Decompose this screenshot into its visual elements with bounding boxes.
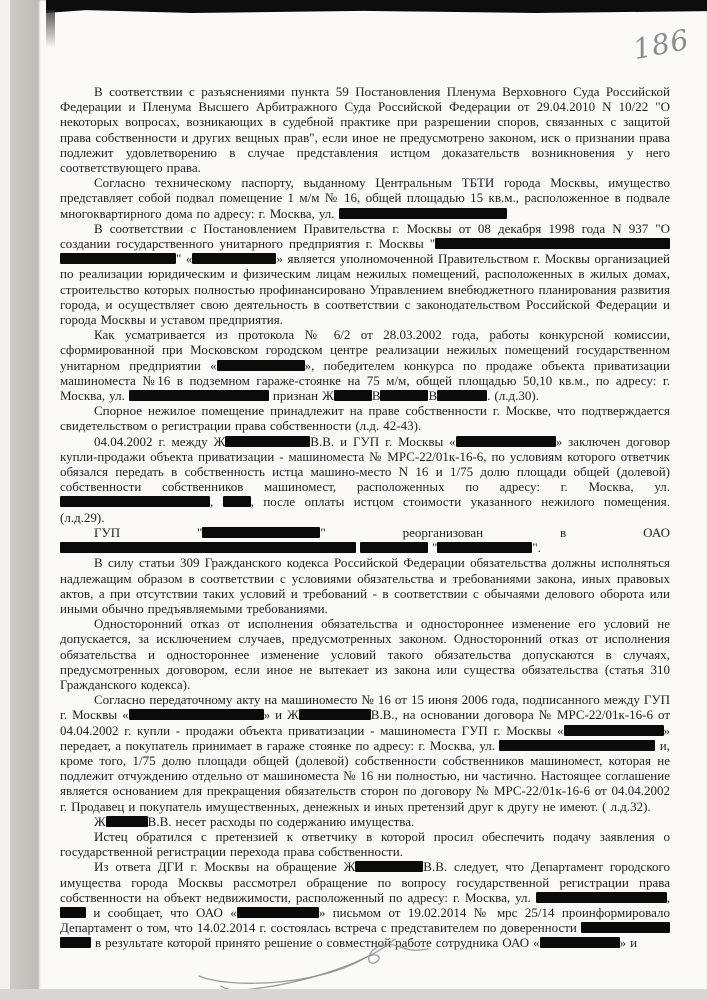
redaction-bar bbox=[540, 937, 620, 948]
paragraph: Спорное нежилое помещение принадлежит на праве собственности г. Москве, что подтверждается свидетельством о регистрации права собственности (л.д. 42-43). bbox=[60, 403, 670, 434]
redaction-bar bbox=[437, 390, 487, 401]
redaction-bar bbox=[106, 816, 148, 827]
redaction-bar bbox=[334, 390, 372, 401]
redaction-bar bbox=[202, 527, 320, 538]
scan-edge-bar bbox=[46, 0, 707, 13]
paragraph: Согласно техническому паспорту, выданному Центральным ТБТИ города Москвы, имущество представляет собой подвал помещение 1 м/м № 16, общей площадью 15 кв.м., расположенное в подвале многоквартирного дома по адресу: г. Москва, ул. bbox=[60, 175, 670, 221]
redaction-bar bbox=[380, 390, 428, 401]
redaction-bar bbox=[339, 208, 507, 219]
redaction-bar bbox=[435, 238, 670, 249]
paragraph: В силу статьи 309 Гражданского кодекса Российской Федерации обязательства должны исполняться надлежащим образом в соответствии с условиями обязательства и требованиями закона, иных правовых актов, а при отсутствии таких условий и требований - в соответствии с обычаями делового оборота или иными обычно предъявляемыми требованиями. bbox=[60, 555, 670, 616]
paragraph: ГУП " " реорганизован в ОАО " ". bbox=[60, 525, 670, 555]
redaction-bar bbox=[581, 922, 670, 933]
redaction-bar bbox=[237, 907, 319, 918]
page-corner-shadow bbox=[46, 10, 55, 48]
document-body bbox=[60, 84, 670, 951]
paragraph: Ж В.В. несет расходы по содержанию имущества. bbox=[94, 813, 415, 829]
redaction-bar bbox=[60, 937, 91, 948]
redaction-bar bbox=[60, 542, 356, 553]
paragraph: Из ответа ДГИ г. Москвы на обращение Ж В.В. следует, что Департамент городского имущества города Москвы рассмотрел обращение по вопросу государственной регистрации права собственности на объект недвижимости, расположенный по адресу: г. Москва, ул. , и сообщает, что ОАО « » письмом от 19.02.2014 № мрс 25/14 проинформировало Департамент о том, что 14.02.2014 г. состоялась встреча с представителем по доверенности в результате которой принято решение о совместной работе сотрудника ОАО « » и bbox=[60, 859, 671, 951]
scan-bottom-edge bbox=[0, 989, 707, 1000]
redaction-bar bbox=[536, 892, 667, 903]
redaction-bar bbox=[60, 496, 210, 507]
redaction-bar bbox=[129, 390, 269, 401]
redaction-bar bbox=[223, 496, 251, 507]
redaction-bar bbox=[360, 542, 428, 553]
paragraph: Как усматривается из протокола № 6/2 от 28.03.2002 года, работы конкурсной комиссии, сформированной при Московском городском центре реализации нежилых помещений государственном унитарном предприятии « », победителем конкурса по продаже объекта приватизации машиноместа №16 в подземном гараже-стоянке на 75 м/м, общей площадью 50,10 кв.м., по адресу: г. Москва, ул. признан Ж В В . (л.д.30). bbox=[60, 327, 670, 404]
redaction-bar bbox=[192, 253, 276, 264]
redaction-bar bbox=[456, 436, 556, 447]
paragraph: В соответствии с разъяснениями пункта 59 Постановления Пленума Верховного Суда Российской Федерации и Пленума Высшего Арбитражного Суда Российской Федерации от 29.04.2010 N 10/22 "О некоторых вопросах, возникающих в судебной практике при разрешении споров, связанных с защитой права собственности и других вещных прав", если иное не предусмотрено законом, иск о признании права подлежит удовлетворению в случае представления истцом доказательств возникновения у него соответствующего права. bbox=[60, 84, 670, 176]
paragraph: Истец обратился с претензией к ответчику в которой просил обеспечить подачу заявления о государственной регистрации перехода права собственности. bbox=[60, 828, 670, 860]
redaction-bar bbox=[60, 253, 176, 264]
redaction-bar bbox=[60, 907, 86, 918]
redaction-bar bbox=[225, 436, 310, 447]
redaction-bar bbox=[299, 709, 371, 720]
paragraph: Согласно передаточному акту на машиноместо № 16 от 15 июня 2006 года, подписанного между ГУП г. Москвы « » и Ж В.В., на основании договора № МРС-22/01к-16-6 от 04.04.2002 г. купли - продажи объекта приватизации - машиноместа ГУП г. Москвы « » передает, а покупатель принимает в гараже стоянке по адресу: г. Москва, ул. и, кроме того, 1/75 долю площади общей (долевой) собственности собственников машиномест, которая не подлежит отчуждению отдельно от машиноместа № 16 ни полностью, ни частично. Настоящее соглашение является основанием для прекращения обязательств сторон по договору № МРС-22/01к-16-6 от 04.04.2002 г. Продавец и покупатель имущественных, денежных и иных претензий друг к другу не имеют. ( л.д.32). bbox=[60, 692, 670, 814]
redaction-bar bbox=[355, 861, 423, 872]
page-number-handwritten: 186 bbox=[629, 22, 692, 67]
paragraph: 04.04.2002 г. между Ж В.В. и ГУП г. Москвы « » заключен договор купли-продажи объекта приватизации - машиноместа № МРС-22/01к-16-6, по условиям которого ответчик обязался передать в собственность истца машино-место N 16 и 1/75 долю площади общей (долевой) собственности собственников машиномест, расположенных по адресу: г. Москва, ул. , , после оплаты истцом стоимости указанного нежилого помещения. (л.д.29). bbox=[60, 433, 670, 525]
paragraph: В соответствии с Постановлением Правительства г. Москвы от 08 декабря 1998 года N 937 "О создании государственного унитарного предприятия г. Москвы " " « » является уполномоченной Правительством г. Москвы организацией по реализации юридическим и физическим лицам нежилых помещений, расположенных в жилых домах, строительство которых полностью профинансировано Управлением внебюджетного планирования развития города, и осуществляет свою деятельность в соответствии с законодательством Российской Федерации и города Москвы и уставом предприятия. bbox=[60, 220, 670, 328]
redaction-bar bbox=[437, 542, 532, 553]
redaction-bar bbox=[129, 709, 264, 720]
scan-gutter bbox=[10, 0, 38, 1000]
redaction-bar bbox=[217, 360, 305, 371]
redaction-bar bbox=[499, 740, 655, 751]
paragraph: Односторонний отказ от исполнения обязательства и одностороннее изменение его условий не допускается, за исключением случаев, предусмотренных законом. Односторонний отказ от исполнения обязательства и одностороннее изменение условий такого обязательства допускаются в случаях, предусмотренных договором, если иное не вытекает из закона или существа обязательства (статья 310 Гражданского кодекса). bbox=[60, 616, 670, 692]
redaction-bar bbox=[564, 725, 664, 736]
signature-scribble bbox=[185, 934, 441, 994]
